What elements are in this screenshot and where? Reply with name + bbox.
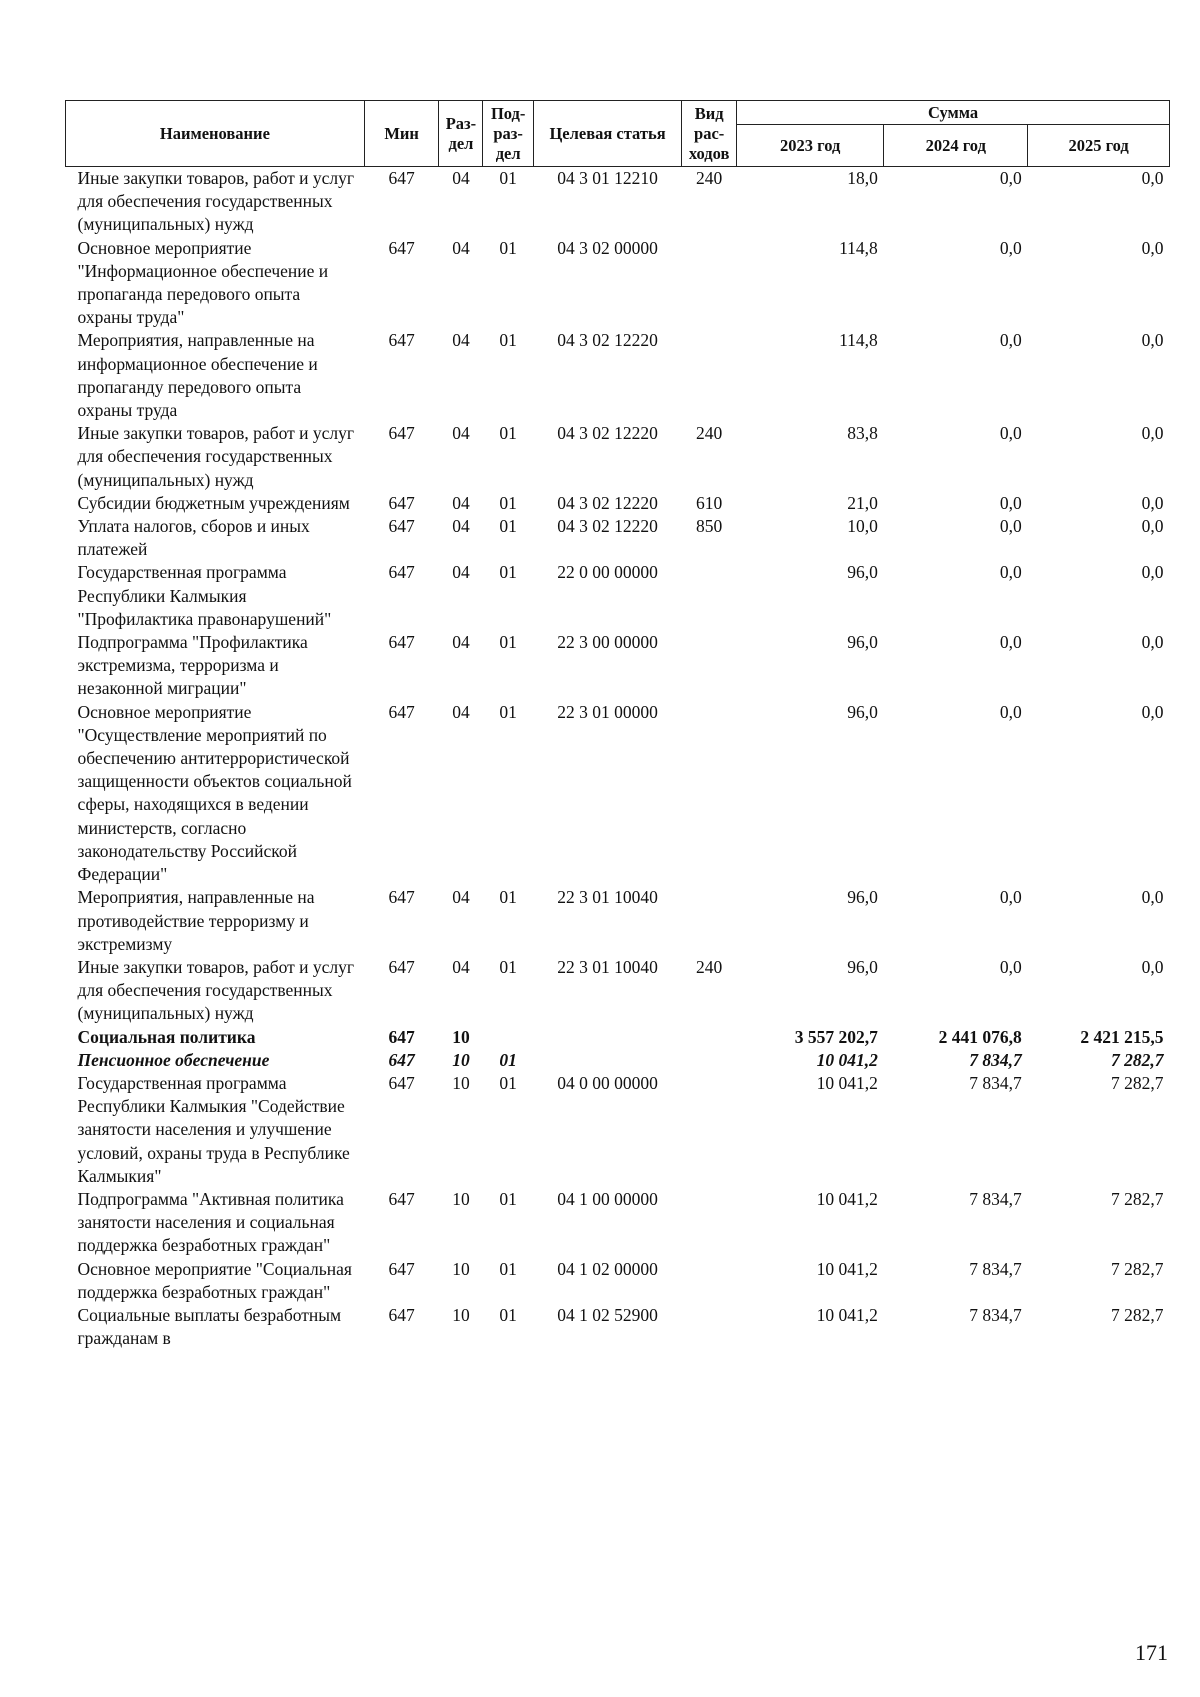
header-razdel: Раз-дел (439, 101, 483, 167)
row-target: 04 3 01 12210 (557, 168, 658, 188)
row-podrazdel: 01 (499, 887, 517, 908)
row-podrazdel: 01 (499, 330, 517, 351)
row-2024: 0,0 (999, 516, 1022, 537)
row-vid: 610 (696, 492, 723, 513)
row-target: 04 3 02 12220 (557, 516, 658, 537)
row-name: Социальная политика (77, 1026, 256, 1047)
row-2024: 0,0 (999, 701, 1022, 722)
row-razdel: 10 (452, 1258, 470, 1279)
row-name: Мероприятия, направленные на противодействие терроризму и экстремизму (77, 887, 315, 954)
row-2024: 0,0 (999, 423, 1022, 444)
row-name: Субсидии бюджетным учреждениям (77, 492, 350, 513)
row-podrazdel: 01 (499, 237, 517, 258)
row-razdel: 04 (452, 632, 470, 653)
row-razdel: 10 (452, 1072, 470, 1093)
row-min: 647 (388, 632, 415, 653)
row-2023: 96,0 (847, 632, 878, 653)
row-2023: 21,0 (847, 492, 878, 513)
row-name: Основное мероприятие "Информационное обеспечение и пропаганда передового опыта охраны труда" (77, 237, 329, 328)
row-podrazdel: 01 (499, 492, 517, 513)
budget-table-page (65, 100, 1170, 1350)
row-podrazdel: 01 (499, 1304, 517, 1325)
row-2024: 0,0 (999, 887, 1022, 908)
table-row (66, 515, 1170, 561)
table-row (66, 1304, 1170, 1350)
row-razdel: 04 (452, 516, 470, 537)
row-2024: 0,0 (999, 330, 1022, 351)
table-row (66, 167, 1170, 237)
header-sum: Сумма (737, 101, 1170, 125)
row-min: 647 (388, 1049, 415, 1070)
row-2023: 3 557 202,7 (794, 1026, 878, 1047)
row-target: 04 3 02 12220 (557, 492, 658, 513)
row-vid (682, 561, 737, 631)
row-name: Иные закупки товаров, работ и услуг для обеспечения государственных (муниципальных) нужд (77, 168, 355, 235)
row-podrazdel: 01 (499, 423, 517, 444)
row-podrazdel: 01 (499, 1188, 517, 1209)
row-2025: 7 282,7 (1111, 1304, 1164, 1325)
row-name: Подпрограмма "Активная политика занятости населения и социальная поддержка безработных граждан" (77, 1188, 344, 1256)
row-target: 04 1 00 00000 (557, 1188, 658, 1209)
row-podrazdel: 01 (499, 1258, 517, 1279)
row-name: Иные закупки товаров, работ и услуг для обеспечения государственных (муниципальных) нужд (77, 423, 355, 490)
row-vid: 850 (696, 516, 723, 537)
row-2024: 0,0 (999, 632, 1022, 653)
row-podrazdel: 01 (499, 168, 517, 188)
row-2024: 0,0 (999, 237, 1022, 258)
table-row (66, 1072, 1170, 1188)
table-row (66, 492, 1170, 515)
row-2023: 96,0 (847, 887, 878, 908)
table-row (66, 886, 1170, 956)
table-row (66, 631, 1170, 701)
row-2025: 7 282,7 (1111, 1188, 1164, 1209)
row-2024: 7 834,7 (969, 1188, 1022, 1209)
row-podrazdel: 01 (499, 562, 517, 583)
table-row (66, 1026, 1170, 1049)
row-razdel: 04 (452, 562, 470, 583)
row-vid (682, 1026, 737, 1049)
row-name: Мероприятия, направленные на информационное обеспечение и пропаганду передового опыта охраны труда (77, 330, 318, 421)
table-row (66, 956, 1170, 1026)
row-min: 647 (388, 330, 415, 351)
row-2023: 114,8 (839, 330, 878, 351)
row-podrazdel: 01 (499, 1072, 517, 1093)
row-name: Социальные выплаты безработным гражданам в (77, 1304, 342, 1349)
row-2025: 0,0 (1141, 423, 1164, 444)
row-2025: 0,0 (1141, 887, 1164, 908)
row-vid (682, 329, 737, 422)
row-2024: 0,0 (999, 562, 1022, 583)
row-vid (682, 237, 737, 330)
row-name: Пенсионное обеспечение (77, 1049, 270, 1070)
row-name: Государственная программа Республики Калмыкия "Профилактика правонарушений" (77, 562, 332, 629)
row-vid (682, 1072, 737, 1188)
row-min: 647 (388, 1304, 415, 1325)
row-min: 647 (388, 1072, 415, 1093)
row-min: 647 (388, 562, 415, 583)
row-2025: 0,0 (1141, 632, 1164, 653)
table-row (66, 329, 1170, 422)
row-vid: 240 (696, 956, 723, 977)
row-vid (682, 701, 737, 887)
row-vid (682, 1049, 737, 1072)
row-podrazdel: 01 (499, 632, 517, 653)
row-vid: 240 (696, 168, 723, 188)
header-min: Мин (364, 101, 439, 167)
row-2023: 10 041,2 (816, 1188, 878, 1209)
table-row (66, 1188, 1170, 1258)
row-2023: 10 041,2 (816, 1304, 878, 1325)
row-name: Государственная программа Республики Калмыкия "Содействие занятости населения и улучшение условий, охраны труда в Республике Калмыкия" (77, 1072, 350, 1186)
table-row (66, 561, 1170, 631)
row-razdel: 04 (452, 701, 470, 722)
row-min: 647 (388, 1026, 415, 1047)
row-target: 22 3 01 10040 (557, 956, 658, 977)
row-2025: 2 421 215,5 (1080, 1026, 1164, 1047)
budget-table (65, 100, 1170, 1350)
row-2025: 0,0 (1141, 516, 1164, 537)
row-2023: 10 041,2 (816, 1258, 878, 1279)
row-vid (682, 1258, 737, 1304)
row-vid (682, 886, 737, 956)
row-razdel: 10 (452, 1188, 470, 1209)
row-razdel: 10 (452, 1304, 470, 1325)
row-2024: 7 834,7 (969, 1049, 1022, 1070)
row-vid (682, 1304, 737, 1350)
row-2024: 7 834,7 (969, 1072, 1022, 1093)
row-min: 647 (388, 1258, 415, 1279)
row-min: 647 (388, 1188, 415, 1209)
row-2024: 7 834,7 (969, 1258, 1022, 1279)
row-min: 647 (388, 423, 415, 444)
row-min: 647 (388, 956, 415, 977)
row-2024: 2 441 076,8 (938, 1026, 1022, 1047)
row-2023: 10 041,2 (816, 1072, 878, 1093)
row-target: 22 3 01 10040 (557, 887, 658, 908)
row-2025: 7 282,7 (1111, 1072, 1164, 1093)
row-min: 647 (388, 887, 415, 908)
row-podrazdel: 01 (499, 701, 517, 722)
row-razdel: 04 (452, 956, 470, 977)
row-target: 04 0 00 00000 (557, 1072, 658, 1093)
row-podrazdel: 01 (499, 956, 517, 977)
row-razdel: 04 (452, 887, 470, 908)
row-name: Основное мероприятие "Социальная поддержка безработных граждан" (77, 1258, 352, 1302)
row-target: 04 3 02 12220 (557, 423, 658, 444)
row-2023: 10 041,2 (816, 1049, 878, 1070)
row-2025: 7 282,7 (1111, 1049, 1164, 1070)
table-header (66, 101, 1170, 167)
row-name: Подпрограмма "Профилактика экстремизма, терроризма и незаконной миграции" (77, 632, 308, 699)
row-razdel: 04 (452, 168, 470, 188)
row-2023: 114,8 (839, 237, 878, 258)
header-podrazdel: Под-раз-дел (483, 101, 534, 167)
row-razdel: 10 (452, 1049, 470, 1070)
row-min: 647 (388, 168, 415, 188)
row-name: Основное мероприятие "Осуществление мероприятий по обеспечению антитеррористической защищенности объектов социальной сферы, находящихся в ведении министерств, согласно законодательству Российской Федерации" (77, 701, 352, 885)
row-2023: 96,0 (847, 562, 878, 583)
header-2024: 2024 год (884, 125, 1028, 167)
row-min: 647 (388, 701, 415, 722)
row-vid (682, 1188, 737, 1258)
row-target (533, 1026, 681, 1049)
row-2023: 96,0 (847, 956, 878, 977)
row-2025: 0,0 (1141, 956, 1164, 977)
row-2025: 0,0 (1141, 562, 1164, 583)
table-row (66, 1049, 1170, 1072)
header-target: Целевая статья (533, 101, 681, 167)
header-vid: Вид рас-ходов (682, 101, 737, 167)
row-2024: 0,0 (999, 956, 1022, 977)
row-name: Иные закупки товаров, работ и услуг для обеспечения государственных (муниципальных) нужд (77, 956, 355, 1024)
row-razdel: 04 (452, 492, 470, 513)
table-row (66, 701, 1170, 887)
row-target: 04 1 02 52900 (557, 1304, 658, 1325)
row-target (533, 1049, 681, 1072)
row-podrazdel (483, 1026, 534, 1049)
row-name: Уплата налогов, сборов и иных платежей (77, 516, 310, 560)
header-name: Наименование (66, 101, 365, 167)
table-body (66, 167, 1170, 1351)
row-2025: 0,0 (1141, 330, 1164, 351)
row-vid (682, 631, 737, 701)
table-row (66, 237, 1170, 330)
row-2024: 0,0 (999, 168, 1022, 188)
row-2023: 10,0 (847, 516, 878, 537)
row-2023: 18,0 (847, 168, 878, 188)
row-min: 647 (388, 237, 415, 258)
row-2025: 0,0 (1141, 168, 1164, 188)
row-2025: 0,0 (1141, 492, 1164, 513)
header-2023: 2023 год (737, 125, 884, 167)
page-number: 171 (1135, 1640, 1168, 1665)
row-2025: 7 282,7 (1111, 1258, 1164, 1279)
row-razdel: 04 (452, 237, 470, 258)
row-2023: 96,0 (847, 701, 878, 722)
row-razdel: 04 (452, 330, 470, 351)
row-target: 04 1 02 00000 (557, 1258, 658, 1279)
row-2024: 0,0 (999, 492, 1022, 513)
table-row (66, 422, 1170, 492)
row-razdel: 04 (452, 423, 470, 444)
row-target: 04 3 02 12220 (557, 330, 658, 351)
table-row (66, 1258, 1170, 1304)
row-podrazdel: 01 (499, 1049, 517, 1070)
row-2024: 7 834,7 (969, 1304, 1022, 1325)
row-target: 04 3 02 00000 (557, 237, 658, 258)
row-target: 22 3 00 00000 (557, 632, 658, 653)
row-2023: 83,8 (847, 423, 878, 444)
row-target: 22 0 00 00000 (557, 562, 658, 583)
row-razdel: 10 (452, 1026, 470, 1047)
row-min: 647 (388, 516, 415, 537)
header-2025: 2025 год (1028, 125, 1170, 167)
row-min: 647 (388, 492, 415, 513)
row-podrazdel: 01 (499, 516, 517, 537)
row-vid: 240 (696, 423, 723, 444)
row-2025: 0,0 (1141, 237, 1164, 258)
row-target: 22 3 01 00000 (557, 701, 658, 722)
row-2025: 0,0 (1141, 701, 1164, 722)
